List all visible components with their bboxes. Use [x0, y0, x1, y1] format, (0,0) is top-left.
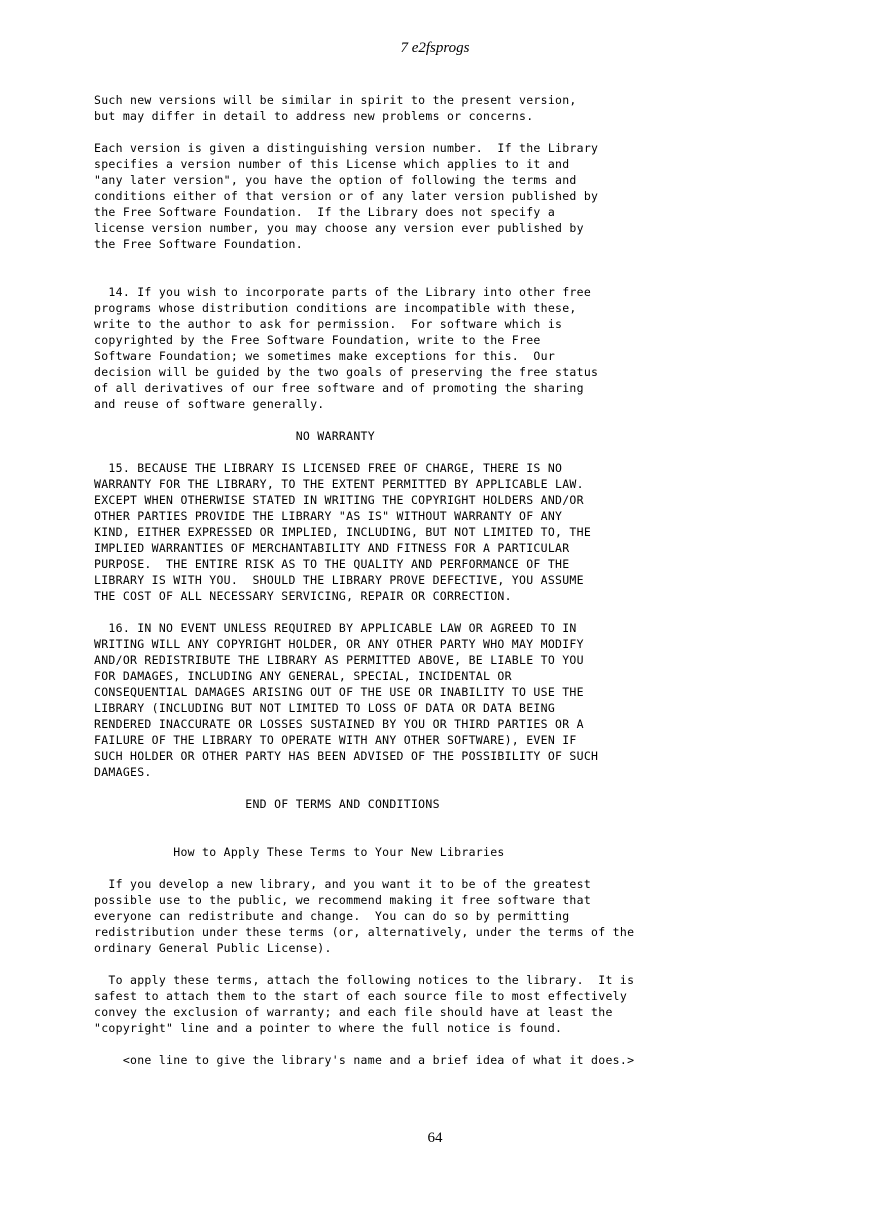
license-text: Such new versions will be similar in spirit to the present version, but may differ in detail to address new problems or concerns. Each version is given a distinguishing version number. If the Library specifies a version number of this License which applies to it and "any later version", you have the option of following the terms and conditions either of that version or of any later version published by the Free Software Foundation. If the Library does not specify a license version number, you may choose any version ever published by the Free Software Foundation. 14. If you wish to incorporate parts of the Library into other free programs whose distribution conditions are incompatible with these, write to the author to ask for permission. For software which is copyrighted by the Free Software Foundation, write to the Free Software Foundation; we sometimes make exceptions for this. Our decision will be guided by the two goals of preserving the free status of all derivatives of our free software and of promoting the sharing and reuse of software generally. NO WARRANTY 15. BECAUSE THE LIBRARY IS LICENSED FREE OF CHARGE, THERE IS NO WARRANTY FOR THE LIBRARY, TO THE EXTENT PERMITTED BY APPLICABLE LAW. EXCEPT WHEN OTHERWISE STATED IN WRITING THE COPYRIGHT HOLDERS AND/OR OTHER PARTIES PROVIDE THE LIBRARY "AS IS" WITHOUT WARRANTY OF ANY KIND, EITHER EXPRESSED OR IMPLIED, INCLUDING, BUT NOT LIMITED TO, THE IMPLIED WARRANTIES OF MERCHANTABILITY AND FITNESS FOR A PARTICULAR PURPOSE. THE ENTIRE RISK AS TO THE QUALITY AND PERFORMANCE OF THE LIBRARY IS WITH YOU. SHOULD THE LIBRARY PROVE DEFECTIVE, YOU ASSUME THE COST OF ALL NECESSARY SERVICING, REPAIR OR CORRECTION. 16. IN NO EVENT UNLESS REQUIRED BY APPLICABLE LAW OR AGREED TO IN WRITING WILL ANY COPYRIGHT HOLDER, OR ANY OTHER PARTY WHO MAY MODIFY AND/OR REDISTRIBUTE THE LIBRARY AS PERMITTED ABOVE, BE LIABLE TO YOU FOR DAMAGES, INCLUDING ANY GENERAL, SPECIAL, INCIDENTAL OR CONSEQUENTIAL DAMAGES ARISING OUT OF THE USE OR INABILITY TO USE THE LIBRARY (INCLUDING BUT NOT LIMITED TO LOSS OF DATA OR DATA BEING RENDERED INACCURATE OR LOSSES SUSTAINED BY YOU OR THIRD PARTIES OR A FAILURE OF THE LIBRARY TO OPERATE WITH ANY OTHER SOFTWARE), EVEN IF SUCH HOLDER OR OTHER PARTY HAS BEEN ADVISED OF THE POSSIBILITY OF SUCH DAMAGES. END OF TERMS AND CONDITIONS How to Apply These Terms to Your New Libraries If you develop a new library, and you want it to be of the greatest possible use to the public, we recommend making it free software that everyone can redistribute and change. You can do so by permitting redistribution under these terms (or, alternatively, under the terms of the ordinary General Public License). To apply these terms, attach the following notices to the library. It is safest to attach them to the start of each source file to most effectively convey the exclusion of warranty; and each file should have at least the "copyright" line and a pointer to where the full notice is found. <one line to give the library's name and a brief idea of what it does.> [94, 93, 635, 1067]
page-header: 7 e2fsprogs [400, 40, 470, 56]
page-number: 64 [427, 1130, 443, 1146]
